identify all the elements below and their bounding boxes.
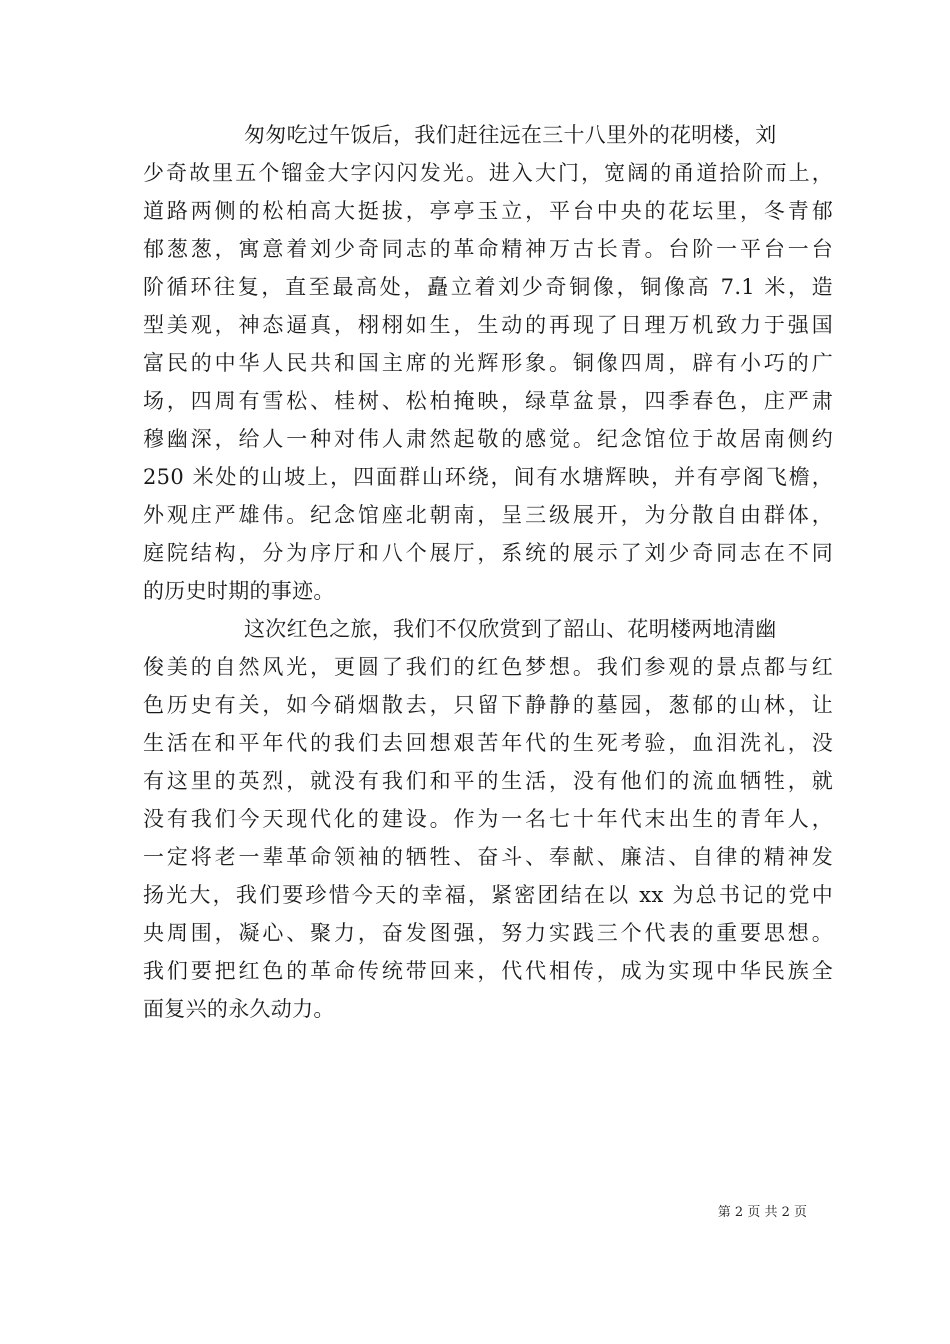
paragraph-line: 没有我们今天现代化的建设。作为一名七十年代末出生的青年人， [143, 807, 833, 831]
paragraph-line: 阶循环往复，直至最高处，矗立着刘少奇铜像，铜像高 7.1 米，造 [143, 275, 833, 299]
paragraph-line: 一定将老一辈革命领袖的牺牲、奋斗、奉献、廉洁、自律的精神发 [143, 845, 833, 869]
paragraph-line: 庭院结构，分为序厅和八个展厅，系统的展示了刘少奇同志在不同 [143, 541, 833, 565]
paragraph-line: 外观庄严雄伟。纪念馆座北朝南，呈三级展开，为分散自由群体， [143, 503, 833, 527]
paragraph-line: 俊美的自然风光，更圆了我们的红色梦想。我们参观的景点都与红 [143, 655, 833, 679]
paragraph-line: 面复兴的永久动力。 [143, 997, 335, 1021]
paragraph-line: 250 米处的山坡上，四面群山环绕，间有水塘辉映，并有亭阁飞檐， [143, 465, 833, 489]
paragraph-1 [143, 116, 833, 610]
paragraph-line: 道路两侧的松柏高大挺拔，亭亭玉立，平台中央的花坛里，冬青郁 [143, 199, 833, 223]
paragraph-line: 穆幽深，给人一种对伟人肃然起敬的感觉。纪念馆位于故居南侧约 [143, 427, 833, 451]
page-number-footer: 第 2 页 共 2 页 [717, 1205, 807, 1220]
paragraph-line: 我们要把红色的革命传统带回来，代代相传，成为实现中华民族全 [143, 959, 833, 983]
paragraph-line: 这次红色之旅，我们不仅欣赏到了韶山、花明楼两地清幽 [244, 617, 777, 641]
paragraph-line: 型美观，神态逼真，栩栩如生，生动的再现了日理万机致力于强国 [143, 313, 833, 337]
document-body [143, 116, 833, 1028]
paragraph-line: 场，四周有雪松、桂树、松柏掩映，绿草盆景，四季春色，庄严肃 [143, 389, 833, 413]
paragraph-line: 扬光大，我们要珍惜今天的幸福，紧密团结在以 xx 为总书记的党中 [143, 883, 833, 907]
paragraph-line: 匆匆吃过午饭后，我们赶往远在三十八里外的花明楼，刘 [244, 123, 777, 147]
paragraph-line: 生活在和平年代的我们去回想艰苦年代的生死考验，血泪洗礼，没 [143, 731, 833, 755]
paragraph-line: 色历史有关，如今硝烟散去，只留下静静的墓园，葱郁的山林，让 [143, 693, 833, 717]
paragraph-line: 少奇故里五个镏金大字闪闪发光。进入大门，宽阔的甬道拾阶而上， [143, 161, 833, 185]
paragraph-line: 央周围，凝心、聚力，奋发图强，努力实践三个代表的重要思想。 [143, 921, 833, 945]
paragraph-line: 富民的中华人民共和国主席的光辉形象。铜像四周，辟有小巧的广 [143, 351, 833, 375]
paragraph-line: 的历史时期的事迹。 [143, 579, 335, 603]
paragraph-line: 郁葱葱，寓意着刘少奇同志的革命精神万古长青。台阶一平台一台 [143, 237, 833, 261]
paragraph-2 [143, 610, 833, 1028]
paragraph-line: 有这里的英烈，就没有我们和平的生活，没有他们的流血牺牲，就 [143, 769, 833, 793]
